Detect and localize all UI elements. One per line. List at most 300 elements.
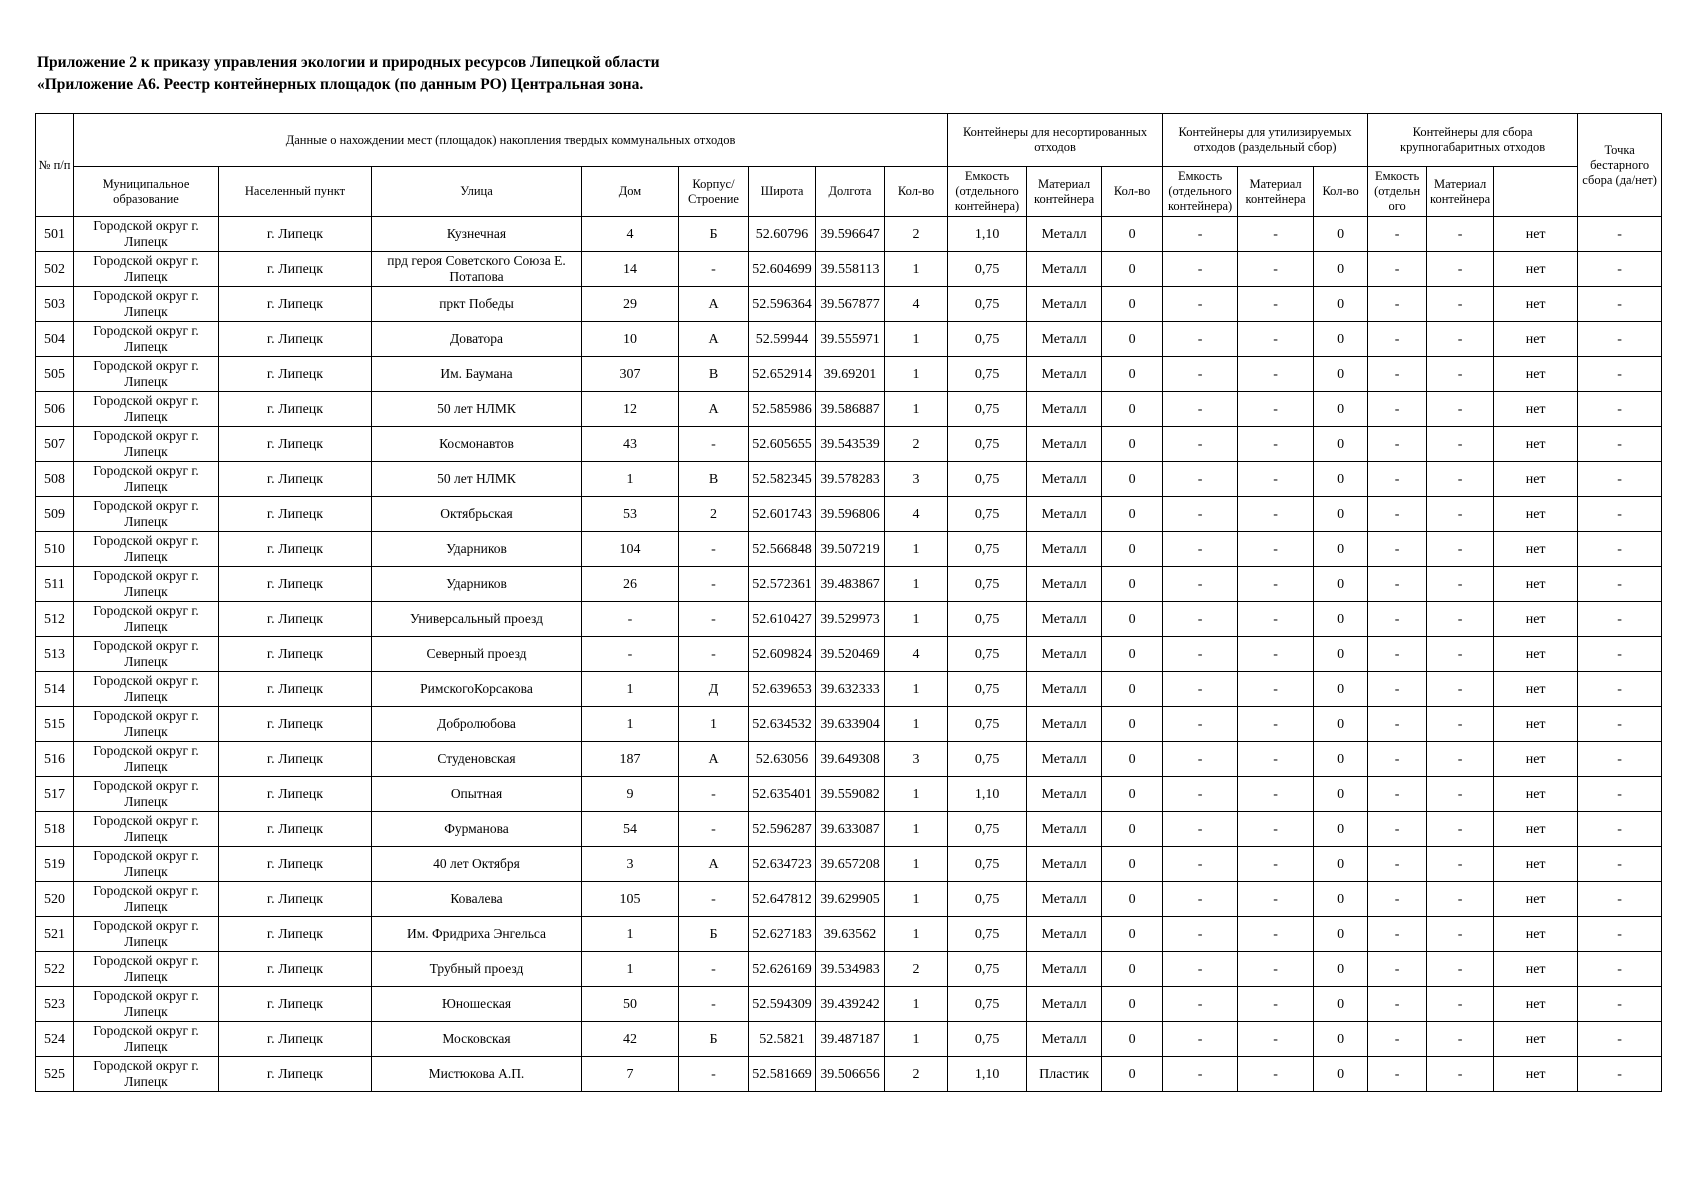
cell-recycled-capacity: - bbox=[1163, 287, 1238, 322]
cell-house: 29 bbox=[582, 287, 679, 322]
cell-unsorted-count: 1 bbox=[885, 567, 948, 602]
cell-num: 521 bbox=[36, 917, 74, 952]
cell-unsorted-material: Металл bbox=[1027, 462, 1102, 497]
cell-recycled-capacity: - bbox=[1163, 567, 1238, 602]
cell-note: - bbox=[1578, 497, 1662, 532]
cell-recycled-capacity: - bbox=[1163, 217, 1238, 252]
cell-bulky-capacity: - bbox=[1368, 427, 1427, 462]
header-building: Корпус/ Строение bbox=[679, 167, 749, 217]
cell-num: 509 bbox=[36, 497, 74, 532]
cell-recycled-count: 0 bbox=[1102, 357, 1163, 392]
cell-locality: г. Липецк bbox=[219, 322, 372, 357]
cell-bulky-capacity: - bbox=[1368, 1022, 1427, 1057]
cell-num: 501 bbox=[36, 217, 74, 252]
cell-longitude: 39.520469 bbox=[816, 637, 885, 672]
cell-longitude: 39.555971 bbox=[816, 322, 885, 357]
cell-bulky-count: 0 bbox=[1314, 777, 1368, 812]
cell-recycled-count: 0 bbox=[1102, 287, 1163, 322]
table-row bbox=[36, 637, 1662, 672]
cell-unsorted-capacity: 0,75 bbox=[948, 497, 1027, 532]
cell-recycled-capacity: - bbox=[1163, 1057, 1238, 1092]
cell-bulky-material: - bbox=[1427, 637, 1494, 672]
cell-bulky-material: - bbox=[1427, 1057, 1494, 1092]
cell-locality: г. Липецк bbox=[219, 1022, 372, 1057]
cell-bulky-count: 0 bbox=[1314, 917, 1368, 952]
cell-latitude: 52.59944 bbox=[749, 322, 816, 357]
table-row bbox=[36, 357, 1662, 392]
cell-building: А bbox=[679, 847, 749, 882]
cell-recycled-capacity: - bbox=[1163, 1022, 1238, 1057]
cell-street: прд героя Советского Союза Е. Потапова bbox=[372, 252, 582, 287]
cell-bulky-count: 0 bbox=[1314, 847, 1368, 882]
header-bulk-point: Точка бестарного сбора (да/нет) bbox=[1578, 114, 1662, 217]
cell-longitude: 39.632333 bbox=[816, 672, 885, 707]
cell-municipality: Городской округ г. Липецк bbox=[74, 217, 219, 252]
table-row bbox=[36, 427, 1662, 462]
header-recycled-capacity: Емкость (отдельного контейнера) bbox=[1163, 167, 1238, 217]
cell-building: 1 bbox=[679, 707, 749, 742]
cell-house: 26 bbox=[582, 567, 679, 602]
cell-unsorted-material: Металл bbox=[1027, 742, 1102, 777]
cell-note: - bbox=[1578, 392, 1662, 427]
cell-building: Б bbox=[679, 917, 749, 952]
cell-recycled-capacity: - bbox=[1163, 952, 1238, 987]
cell-note: - bbox=[1578, 357, 1662, 392]
cell-street: 50 лет НЛМК bbox=[372, 462, 582, 497]
header-bulky-group: Контейнеры для сбора крупногабаритных отходов bbox=[1368, 114, 1578, 167]
cell-recycled-count: 0 bbox=[1102, 952, 1163, 987]
cell-house: 14 bbox=[582, 252, 679, 287]
cell-latitude: 52.610427 bbox=[749, 602, 816, 637]
cell-bulk-point: нет bbox=[1494, 392, 1578, 427]
cell-recycled-material: - bbox=[1238, 287, 1314, 322]
header-unsorted-group: Контейнеры для несортированных отходов bbox=[948, 114, 1163, 167]
cell-unsorted-capacity: 0,75 bbox=[948, 427, 1027, 462]
heading-line-1: Приложение 2 к приказу управления экологии и природных ресурсов Липецкой области bbox=[37, 54, 660, 71]
cell-num: 515 bbox=[36, 707, 74, 742]
cell-recycled-capacity: - bbox=[1163, 917, 1238, 952]
cell-municipality: Городской округ г. Липецк bbox=[74, 567, 219, 602]
cell-bulky-count: 0 bbox=[1314, 462, 1368, 497]
cell-house: 1 bbox=[582, 707, 679, 742]
cell-bulky-material: - bbox=[1427, 497, 1494, 532]
cell-bulky-material: - bbox=[1427, 322, 1494, 357]
cell-bulky-material: - bbox=[1427, 287, 1494, 322]
cell-building: А bbox=[679, 392, 749, 427]
cell-unsorted-count: 1 bbox=[885, 847, 948, 882]
cell-recycled-material: - bbox=[1238, 427, 1314, 462]
cell-unsorted-capacity: 0,75 bbox=[948, 392, 1027, 427]
header-unsorted-count: Кол-во bbox=[885, 167, 948, 217]
cell-building: - bbox=[679, 602, 749, 637]
cell-latitude: 52.63056 bbox=[749, 742, 816, 777]
cell-house: 43 bbox=[582, 427, 679, 462]
cell-bulky-count: 0 bbox=[1314, 952, 1368, 987]
cell-note: - bbox=[1578, 812, 1662, 847]
cell-bulky-capacity: - bbox=[1368, 742, 1427, 777]
cell-longitude: 39.529973 bbox=[816, 602, 885, 637]
cell-longitude: 39.534983 bbox=[816, 952, 885, 987]
cell-unsorted-capacity: 0,75 bbox=[948, 637, 1027, 672]
cell-bulk-point: нет bbox=[1494, 252, 1578, 287]
cell-latitude: 52.582345 bbox=[749, 462, 816, 497]
table-row bbox=[36, 1057, 1662, 1092]
cell-unsorted-capacity: 1,10 bbox=[948, 1057, 1027, 1092]
cell-locality: г. Липецк bbox=[219, 532, 372, 567]
cell-bulky-material: - bbox=[1427, 847, 1494, 882]
cell-recycled-capacity: - bbox=[1163, 742, 1238, 777]
cell-street: Октябрьская bbox=[372, 497, 582, 532]
cell-unsorted-count: 1 bbox=[885, 357, 948, 392]
cell-longitude: 39.507219 bbox=[816, 532, 885, 567]
cell-bulky-material: - bbox=[1427, 602, 1494, 637]
cell-recycled-capacity: - bbox=[1163, 532, 1238, 567]
cell-num: 513 bbox=[36, 637, 74, 672]
cell-bulky-count: 0 bbox=[1314, 567, 1368, 602]
cell-recycled-material: - bbox=[1238, 357, 1314, 392]
cell-street: Универсальный проезд bbox=[372, 602, 582, 637]
cell-street: Кузнечная bbox=[372, 217, 582, 252]
cell-bulky-count: 0 bbox=[1314, 812, 1368, 847]
cell-recycled-count: 0 bbox=[1102, 532, 1163, 567]
cell-unsorted-capacity: 0,75 bbox=[948, 987, 1027, 1022]
cell-longitude: 39.63562 bbox=[816, 917, 885, 952]
cell-building: Б bbox=[679, 1022, 749, 1057]
cell-recycled-material: - bbox=[1238, 882, 1314, 917]
cell-street: Северный проезд bbox=[372, 637, 582, 672]
cell-bulky-material: - bbox=[1427, 252, 1494, 287]
table-row bbox=[36, 672, 1662, 707]
cell-longitude: 39.543539 bbox=[816, 427, 885, 462]
cell-municipality: Городской округ г. Липецк bbox=[74, 322, 219, 357]
cell-house: - bbox=[582, 602, 679, 637]
cell-recycled-capacity: - bbox=[1163, 602, 1238, 637]
cell-bulky-count: 0 bbox=[1314, 427, 1368, 462]
cell-unsorted-material: Металл bbox=[1027, 637, 1102, 672]
cell-latitude: 52.60796 bbox=[749, 217, 816, 252]
cell-municipality: Городской округ г. Липецк bbox=[74, 847, 219, 882]
cell-bulk-point: нет bbox=[1494, 672, 1578, 707]
table-row bbox=[36, 392, 1662, 427]
cell-building: - bbox=[679, 952, 749, 987]
cell-unsorted-material: Металл bbox=[1027, 532, 1102, 567]
cell-municipality: Городской округ г. Липецк bbox=[74, 987, 219, 1022]
cell-unsorted-count: 3 bbox=[885, 462, 948, 497]
cell-recycled-count: 0 bbox=[1102, 567, 1163, 602]
cell-note: - bbox=[1578, 322, 1662, 357]
header-lon: Долгота bbox=[816, 167, 885, 217]
cell-street: Студеновская bbox=[372, 742, 582, 777]
cell-num: 517 bbox=[36, 777, 74, 812]
cell-latitude: 52.572361 bbox=[749, 567, 816, 602]
cell-latitude: 52.596364 bbox=[749, 287, 816, 322]
cell-longitude: 39.649308 bbox=[816, 742, 885, 777]
cell-longitude: 39.596806 bbox=[816, 497, 885, 532]
cell-recycled-capacity: - bbox=[1163, 427, 1238, 462]
cell-num: 506 bbox=[36, 392, 74, 427]
cell-note: - bbox=[1578, 427, 1662, 462]
cell-bulky-capacity: - bbox=[1368, 392, 1427, 427]
cell-locality: г. Липецк bbox=[219, 882, 372, 917]
cell-street: Московская bbox=[372, 1022, 582, 1057]
cell-locality: г. Липецк bbox=[219, 287, 372, 322]
header-unsorted-capacity: Емкость (отдельного контейнера) bbox=[948, 167, 1027, 217]
cell-latitude: 52.5821 bbox=[749, 1022, 816, 1057]
cell-street: Опытная bbox=[372, 777, 582, 812]
cell-street: Мистюкова А.П. bbox=[372, 1057, 582, 1092]
cell-note: - bbox=[1578, 847, 1662, 882]
cell-unsorted-material: Металл bbox=[1027, 707, 1102, 742]
cell-bulky-count: 0 bbox=[1314, 322, 1368, 357]
cell-longitude: 39.633087 bbox=[816, 812, 885, 847]
cell-recycled-capacity: - bbox=[1163, 707, 1238, 742]
cell-unsorted-capacity: 0,75 bbox=[948, 532, 1027, 567]
cell-longitude: 39.558113 bbox=[816, 252, 885, 287]
cell-bulky-count: 0 bbox=[1314, 217, 1368, 252]
cell-bulk-point: нет bbox=[1494, 567, 1578, 602]
cell-recycled-capacity: - bbox=[1163, 812, 1238, 847]
table-row bbox=[36, 742, 1662, 777]
cell-bulk-point: нет bbox=[1494, 1057, 1578, 1092]
cell-house: - bbox=[582, 637, 679, 672]
cell-building: Б bbox=[679, 217, 749, 252]
cell-note: - bbox=[1578, 882, 1662, 917]
cell-locality: г. Липецк bbox=[219, 847, 372, 882]
cell-recycled-material: - bbox=[1238, 847, 1314, 882]
cell-bulky-count: 0 bbox=[1314, 637, 1368, 672]
cell-unsorted-capacity: 0,75 bbox=[948, 1022, 1027, 1057]
cell-recycled-count: 0 bbox=[1102, 497, 1163, 532]
cell-num: 516 bbox=[36, 742, 74, 777]
cell-recycled-count: 0 bbox=[1102, 707, 1163, 742]
cell-unsorted-material: Металл bbox=[1027, 812, 1102, 847]
cell-bulky-count: 0 bbox=[1314, 252, 1368, 287]
cell-unsorted-material: Металл bbox=[1027, 777, 1102, 812]
cell-building: 2 bbox=[679, 497, 749, 532]
cell-locality: г. Липецк bbox=[219, 357, 372, 392]
table-row bbox=[36, 322, 1662, 357]
cell-recycled-material: - bbox=[1238, 742, 1314, 777]
header-bulky-count: Кол-во bbox=[1314, 167, 1368, 217]
cell-unsorted-capacity: 0,75 bbox=[948, 812, 1027, 847]
cell-house: 50 bbox=[582, 987, 679, 1022]
cell-house: 1 bbox=[582, 462, 679, 497]
cell-municipality: Городской округ г. Липецк bbox=[74, 777, 219, 812]
cell-bulk-point: нет bbox=[1494, 812, 1578, 847]
container-site-register-table bbox=[35, 113, 1662, 1092]
cell-unsorted-count: 1 bbox=[885, 532, 948, 567]
cell-bulky-count: 0 bbox=[1314, 987, 1368, 1022]
cell-note: - bbox=[1578, 1022, 1662, 1057]
cell-note: - bbox=[1578, 987, 1662, 1022]
cell-bulky-count: 0 bbox=[1314, 707, 1368, 742]
cell-recycled-material: - bbox=[1238, 462, 1314, 497]
cell-num: 502 bbox=[36, 252, 74, 287]
cell-unsorted-material: Металл bbox=[1027, 217, 1102, 252]
table-row bbox=[36, 707, 1662, 742]
cell-longitude: 39.483867 bbox=[816, 567, 885, 602]
cell-note: - bbox=[1578, 567, 1662, 602]
cell-note: - bbox=[1578, 532, 1662, 567]
cell-bulky-material: - bbox=[1427, 672, 1494, 707]
cell-latitude: 52.634723 bbox=[749, 847, 816, 882]
cell-unsorted-capacity: 1,10 bbox=[948, 777, 1027, 812]
table-row bbox=[36, 287, 1662, 322]
table-row bbox=[36, 497, 1662, 532]
cell-unsorted-material: Металл bbox=[1027, 847, 1102, 882]
cell-building: - bbox=[679, 882, 749, 917]
cell-street: Им. Фридриха Энгельса bbox=[372, 917, 582, 952]
cell-unsorted-capacity: 0,75 bbox=[948, 952, 1027, 987]
cell-municipality: Городской округ г. Липецк bbox=[74, 1022, 219, 1057]
cell-recycled-count: 0 bbox=[1102, 777, 1163, 812]
cell-bulky-capacity: - bbox=[1368, 322, 1427, 357]
cell-longitude: 39.559082 bbox=[816, 777, 885, 812]
cell-recycled-count: 0 bbox=[1102, 812, 1163, 847]
table-row bbox=[36, 777, 1662, 812]
cell-bulky-material: - bbox=[1427, 392, 1494, 427]
cell-num: 507 bbox=[36, 427, 74, 462]
cell-bulky-material: - bbox=[1427, 812, 1494, 847]
cell-latitude: 52.652914 bbox=[749, 357, 816, 392]
cell-street: Юношеская bbox=[372, 987, 582, 1022]
cell-bulky-count: 0 bbox=[1314, 357, 1368, 392]
cell-bulky-capacity: - bbox=[1368, 1057, 1427, 1092]
cell-locality: г. Липецк bbox=[219, 672, 372, 707]
cell-house: 105 bbox=[582, 882, 679, 917]
cell-latitude: 52.604699 bbox=[749, 252, 816, 287]
cell-latitude: 52.596287 bbox=[749, 812, 816, 847]
cell-note: - bbox=[1578, 252, 1662, 287]
cell-building: - bbox=[679, 1057, 749, 1092]
cell-num: 522 bbox=[36, 952, 74, 987]
cell-municipality: Городской округ г. Липецк bbox=[74, 672, 219, 707]
cell-locality: г. Липецк bbox=[219, 987, 372, 1022]
header-recycled-group: Контейнеры для утилизируемых отходов (раздельный сбор) bbox=[1163, 114, 1368, 167]
cell-bulky-count: 0 bbox=[1314, 882, 1368, 917]
cell-recycled-count: 0 bbox=[1102, 987, 1163, 1022]
cell-bulky-capacity: - bbox=[1368, 217, 1427, 252]
document-heading bbox=[37, 52, 660, 96]
cell-locality: г. Липецк bbox=[219, 952, 372, 987]
cell-num: 504 bbox=[36, 322, 74, 357]
cell-num: 508 bbox=[36, 462, 74, 497]
cell-recycled-count: 0 bbox=[1102, 917, 1163, 952]
cell-unsorted-count: 1 bbox=[885, 1022, 948, 1057]
cell-bulky-capacity: - bbox=[1368, 357, 1427, 392]
cell-recycled-count: 0 bbox=[1102, 1022, 1163, 1057]
cell-recycled-material: - bbox=[1238, 637, 1314, 672]
cell-unsorted-count: 1 bbox=[885, 812, 948, 847]
cell-bulky-count: 0 bbox=[1314, 602, 1368, 637]
cell-unsorted-capacity: 0,75 bbox=[948, 602, 1027, 637]
cell-bulky-material: - bbox=[1427, 427, 1494, 462]
cell-recycled-capacity: - bbox=[1163, 847, 1238, 882]
cell-locality: г. Липецк bbox=[219, 497, 372, 532]
cell-unsorted-material: Металл bbox=[1027, 427, 1102, 462]
cell-unsorted-material: Металл bbox=[1027, 987, 1102, 1022]
cell-municipality: Городской округ г. Липецк bbox=[74, 357, 219, 392]
cell-municipality: Городской округ г. Липецк bbox=[74, 812, 219, 847]
cell-num: 520 bbox=[36, 882, 74, 917]
cell-locality: г. Липецк bbox=[219, 217, 372, 252]
cell-unsorted-material: Металл bbox=[1027, 287, 1102, 322]
cell-unsorted-count: 2 bbox=[885, 427, 948, 462]
cell-recycled-capacity: - bbox=[1163, 637, 1238, 672]
cell-note: - bbox=[1578, 602, 1662, 637]
cell-bulk-point: нет bbox=[1494, 707, 1578, 742]
cell-unsorted-capacity: 0,75 bbox=[948, 847, 1027, 882]
cell-unsorted-count: 1 bbox=[885, 322, 948, 357]
cell-note: - bbox=[1578, 637, 1662, 672]
cell-recycled-count: 0 bbox=[1102, 882, 1163, 917]
cell-num: 523 bbox=[36, 987, 74, 1022]
cell-recycled-count: 0 bbox=[1102, 847, 1163, 882]
cell-bulky-capacity: - bbox=[1368, 672, 1427, 707]
cell-bulky-count: 0 bbox=[1314, 742, 1368, 777]
cell-recycled-count: 0 bbox=[1102, 322, 1163, 357]
cell-unsorted-count: 4 bbox=[885, 287, 948, 322]
cell-unsorted-material: Металл bbox=[1027, 392, 1102, 427]
header-bulky-capacity: Емкость (отдельн ого bbox=[1368, 167, 1427, 217]
cell-street: Им. Баумана bbox=[372, 357, 582, 392]
cell-bulk-point: нет bbox=[1494, 1022, 1578, 1057]
table-row bbox=[36, 532, 1662, 567]
cell-unsorted-capacity: 0,75 bbox=[948, 742, 1027, 777]
cell-bulky-capacity: - bbox=[1368, 707, 1427, 742]
cell-house: 9 bbox=[582, 777, 679, 812]
cell-latitude: 52.581669 bbox=[749, 1057, 816, 1092]
cell-recycled-count: 0 bbox=[1102, 217, 1163, 252]
cell-num: 503 bbox=[36, 287, 74, 322]
cell-house: 10 bbox=[582, 322, 679, 357]
cell-municipality: Городской округ г. Липецк bbox=[74, 427, 219, 462]
cell-bulky-material: - bbox=[1427, 462, 1494, 497]
cell-num: 510 bbox=[36, 532, 74, 567]
table-row bbox=[36, 602, 1662, 637]
cell-note: - bbox=[1578, 462, 1662, 497]
cell-locality: г. Липецк bbox=[219, 252, 372, 287]
cell-unsorted-material: Металл bbox=[1027, 497, 1102, 532]
cell-latitude: 52.605655 bbox=[749, 427, 816, 462]
cell-recycled-capacity: - bbox=[1163, 322, 1238, 357]
table-row bbox=[36, 847, 1662, 882]
cell-recycled-capacity: - bbox=[1163, 777, 1238, 812]
cell-bulky-count: 0 bbox=[1314, 1057, 1368, 1092]
cell-recycled-material: - bbox=[1238, 812, 1314, 847]
cell-house: 3 bbox=[582, 847, 679, 882]
cell-municipality: Городской округ г. Липецк bbox=[74, 637, 219, 672]
cell-street: 40 лет Октября bbox=[372, 847, 582, 882]
cell-locality: г. Липецк bbox=[219, 812, 372, 847]
cell-unsorted-material: Металл bbox=[1027, 602, 1102, 637]
cell-street: 50 лет НЛМК bbox=[372, 392, 582, 427]
header-location-group: Данные о нахождении мест (площадок) накопления твердых коммунальных отходов bbox=[74, 114, 948, 167]
cell-recycled-material: - bbox=[1238, 252, 1314, 287]
cell-municipality: Городской округ г. Липецк bbox=[74, 1057, 219, 1092]
cell-unsorted-count: 2 bbox=[885, 217, 948, 252]
cell-latitude: 52.585986 bbox=[749, 392, 816, 427]
cell-unsorted-count: 4 bbox=[885, 637, 948, 672]
cell-num: 511 bbox=[36, 567, 74, 602]
cell-bulky-capacity: - bbox=[1368, 777, 1427, 812]
cell-locality: г. Липецк bbox=[219, 602, 372, 637]
header-bulky-material: Материал контейнера bbox=[1427, 167, 1494, 217]
table-body bbox=[36, 217, 1662, 1092]
cell-bulky-count: 0 bbox=[1314, 1022, 1368, 1057]
cell-bulk-point: нет bbox=[1494, 917, 1578, 952]
cell-building: - bbox=[679, 812, 749, 847]
